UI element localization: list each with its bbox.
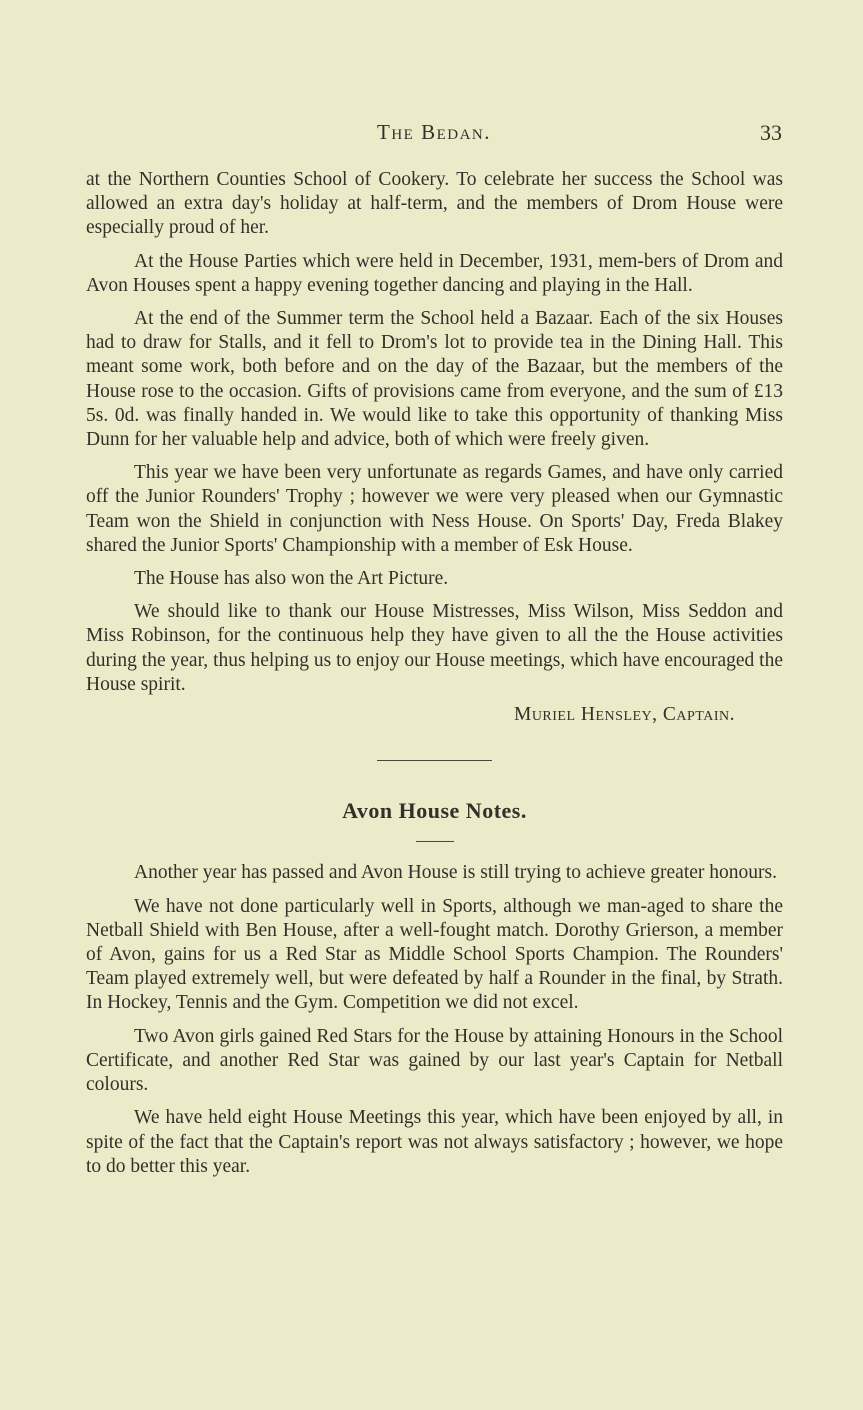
title-rule [416, 841, 454, 842]
drom-paragraph-1: at the Northern Counties School of Cookery. To celebrate her success the School was allowed an extra day's holiday at half-term, and the members of Drom House were especially proud of her. [86, 169, 783, 239]
section-title: Avon House Notes. [342, 798, 527, 824]
body-text [86, 168, 783, 1188]
avon-paragraph-4: We have held eight House Meetings this year, which have been enjoyed by all, in spite of the fact that the Captain's report was not always satisfactory ; however, we hope to do better this year. [86, 1107, 783, 1177]
captain-signature: Muriel Hensley, Captain. [513, 704, 735, 726]
drom-paragraph-2: At the House Parties which were held in December, 1931, mem-bers of Drom and Avon Houses spent a happy evening together dancing and playing in the Hall. [86, 250, 783, 296]
page-number: 33 [760, 120, 782, 145]
drom-paragraph-5: The House has also won the Art Picture. [134, 568, 449, 590]
drom-paragraph-6: We should like to thank our House Mistresses, Miss Wilson, Miss Seddon and Miss Robinson, for the continuous help they have given to all the the House activities during the year, thus helping us to enjoy our House meetings, which have encouraged the House spirit. [86, 601, 783, 695]
section-divider [377, 760, 492, 761]
avon-paragraph-3: Two Avon girls gained Red Stars for the House by attaining Honours in the School Certificate, and another Red Star was gained by our last year's Captain for Netball colours. [86, 1025, 783, 1096]
avon-paragraph-2: We have not done particularly well in Sports, although we man-aged to share the Netball Shield with Ben House, after a well-fought match. Dorothy Grierson, a member of Avon, gains for us a Red Star as Middle School Sports Champion. The Rounders' Team played extremely well, but were defeated by half a Rounder in the final, by Strath. In Hockey, Tennis and the Gym. Competition we did not excel. [86, 895, 783, 1014]
running-head [86, 120, 782, 150]
avon-paragraph-1: Another year has passed and Avon House is still trying to achieve greater honours. [134, 862, 777, 884]
drom-paragraph-3: At the end of the Summer term the School held a Bazaar. Each of the six Houses had to draw for Stalls, and it fell to Drom's lot to provide tea in the Dining Hall. This meant some work, both before and on the day of the Bazaar, but the members of the House rose to the occasion. Gifts of provisions came from everyone, and the sum of £13 5s. 0d. was finally handed in. We would like to take this opportunity of thanking Miss Dunn for her valuable help and advice, both of which were freely given. [86, 308, 783, 451]
drom-paragraph-4: This year we have been very unfortunate as regards Games, and have only carried off the Junior Rounders' Trophy ; however we were very pleased when our Gymnastic Team won the Shield in conjunction with Ness House. On Sports' Day, Freda Blakey shared the Junior Sports' Championship with a member of Esk House. [86, 462, 783, 556]
running-title: The Bedan. [377, 120, 491, 144]
